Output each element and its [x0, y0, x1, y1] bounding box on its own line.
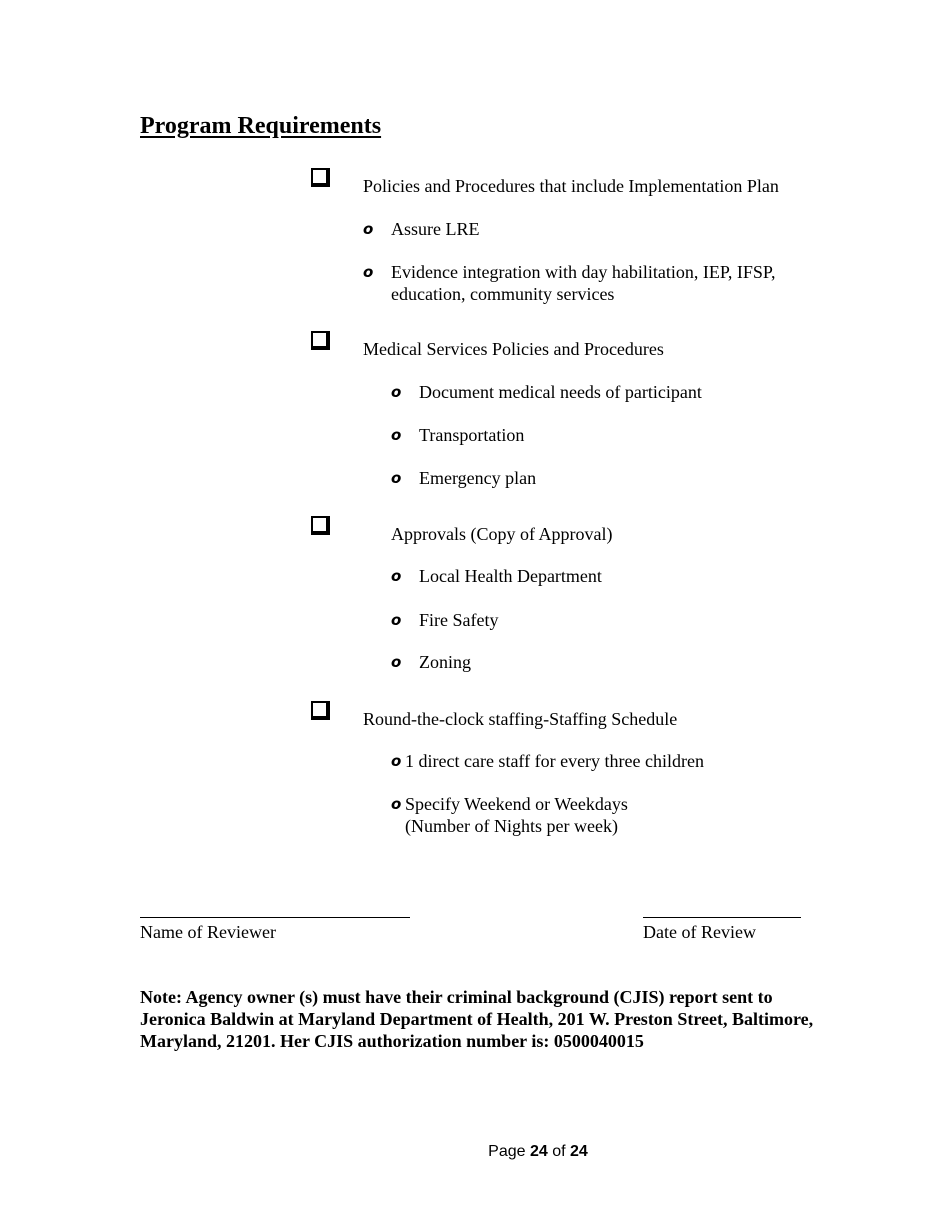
- list-item: Specify Weekend or Weekdays: [405, 794, 628, 814]
- reviewer-signature-line: [140, 917, 410, 918]
- list-item-continued: (Number of Nights per week): [405, 816, 618, 836]
- section-label-staffing: Round-the-clock staffing-Staffing Schedule: [363, 709, 678, 729]
- list-item: Transportation: [419, 425, 525, 445]
- page-current: 24: [529, 1143, 548, 1160]
- bullet-icon: o: [391, 426, 402, 444]
- list-item: Assure LRE: [391, 219, 480, 239]
- cjis-note: Note: Agency owner (s) must have their criminal background (CJIS) report sent to Jeronica Baldwin at Maryland Department of Health, 201 W. Preston Street, Baltimore, Maryland, 21201. Her CJIS authorization number is: 0500040015: [140, 987, 814, 1051]
- checkbox-approvals[interactable]: [311, 516, 330, 535]
- section-label-policies: Policies and Procedures that include Implementation Plan: [363, 176, 779, 196]
- page-word: Page: [488, 1143, 526, 1160]
- list-item: Emergency plan: [419, 468, 537, 488]
- bullet-icon: o: [391, 611, 402, 629]
- bullet-icon: o: [391, 752, 402, 770]
- list-item: Fire Safety: [419, 610, 499, 630]
- list-item: 1 direct care staff for every three children: [405, 751, 705, 771]
- list-item: Document medical needs of participant: [419, 382, 702, 402]
- bullet-icon: o: [391, 653, 402, 671]
- date-label: Date of Review: [643, 922, 756, 942]
- checkbox-staffing[interactable]: [311, 701, 330, 720]
- list-item: Evidence integration with day habilitation, IEP, IFSP,: [391, 262, 776, 282]
- page-footer: [0, 1143, 950, 1161]
- bullet-icon: o: [391, 795, 402, 813]
- checkbox-medical[interactable]: [311, 331, 330, 350]
- reviewer-label: Name of Reviewer: [140, 922, 276, 942]
- section-label-approvals: Approvals (Copy of Approval): [391, 524, 613, 544]
- bullet-icon: o: [363, 220, 374, 238]
- section-label-medical: Medical Services Policies and Procedures: [363, 339, 664, 359]
- list-item: Zoning: [419, 652, 471, 672]
- bullet-icon: o: [391, 383, 402, 401]
- bullet-icon: o: [363, 263, 374, 281]
- date-signature-line: [643, 917, 801, 918]
- page-total: 24: [570, 1143, 588, 1160]
- bullet-icon: o: [391, 567, 402, 585]
- checkbox-policies[interactable]: [311, 168, 330, 187]
- of-word: of: [552, 1143, 566, 1160]
- list-item: Local Health Department: [419, 566, 602, 586]
- list-item-continued: education, community services: [391, 284, 615, 304]
- page-title: Program Requirements: [140, 113, 382, 139]
- bullet-icon: o: [391, 469, 402, 487]
